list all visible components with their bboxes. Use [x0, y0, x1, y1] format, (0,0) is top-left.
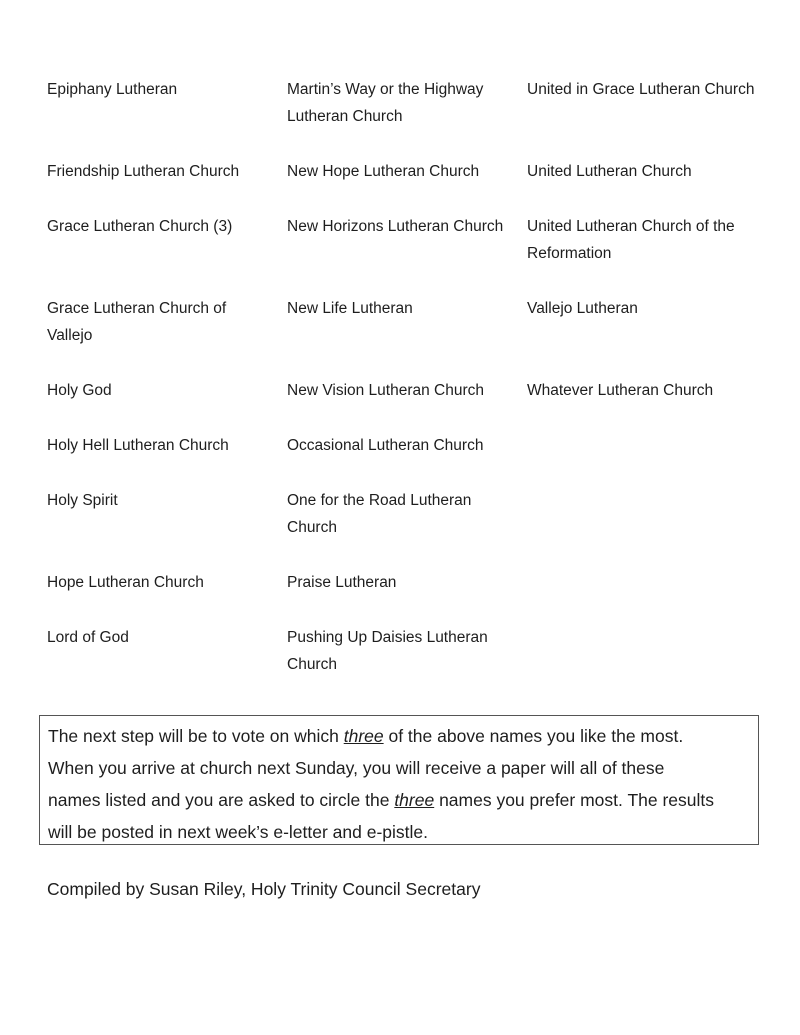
- church-name-entry: New Life Lutheran: [287, 300, 413, 317]
- note-text: names you prefer most. The results: [434, 790, 714, 810]
- church-name-entry: United in Grace Lutheran Church: [527, 81, 755, 98]
- church-name-entry: Grace Lutheran Church (3): [47, 218, 233, 235]
- church-name-entry: New Horizons Lutheran Church: [287, 218, 504, 235]
- church-name-entry: Pushing Up Daisies Lutheran Church: [287, 629, 488, 673]
- church-name-entry: Martin’s Way or the Highway Lutheran Church: [287, 81, 484, 125]
- note-text: The next step will be to vote on which: [48, 726, 344, 746]
- church-name-entry: Praise Lutheran: [287, 574, 397, 591]
- church-name-entry: Lord of God: [47, 629, 129, 646]
- voting-note-box: [39, 715, 759, 845]
- note-line-4: will be posted in next week’s e-letter and e-pistle.: [48, 822, 429, 842]
- note-text: names listed and you are asked to circle the: [48, 790, 395, 810]
- church-name-entry: Vallejo Lutheran: [527, 300, 638, 317]
- church-name-entry: One for the Road Lutheran Church: [287, 492, 472, 536]
- church-name-entry: Whatever Lutheran Church: [527, 382, 714, 399]
- church-name-entry: New Vision Lutheran Church: [287, 382, 485, 399]
- church-name-entry: New Hope Lutheran Church: [287, 163, 480, 180]
- note-text: of the above names you like the most.: [383, 726, 684, 746]
- church-names-grid: [47, 76, 767, 706]
- note-line-1: [48, 720, 750, 752]
- note-emphasis-three: three: [394, 790, 435, 810]
- church-name-entry: Hope Lutheran Church: [47, 574, 204, 591]
- church-name-entry: Holy Hell Lutheran Church: [47, 437, 229, 454]
- note-emphasis-three: three: [343, 726, 384, 746]
- church-name-entry: United Lutheran Church of the Reformation: [527, 218, 735, 262]
- note-line-2: When you arrive at church next Sunday, you will receive a paper will all of these: [48, 758, 665, 778]
- church-name-entry: Epiphany Lutheran: [47, 81, 178, 98]
- compiled-by-credit: Compiled by Susan Riley, Holy Trinity Council Secretary: [47, 879, 481, 899]
- church-name-entry: Grace Lutheran Church of Vallejo: [47, 300, 227, 344]
- church-name-entry: Friendship Lutheran Church: [47, 163, 240, 180]
- church-name-entry: Occasional Lutheran Church: [287, 437, 484, 454]
- church-name-entry: Holy God: [47, 382, 112, 399]
- note-line-3: [48, 784, 750, 816]
- church-name-entry: United Lutheran Church: [527, 163, 692, 180]
- church-name-entry: Holy Spirit: [47, 492, 118, 509]
